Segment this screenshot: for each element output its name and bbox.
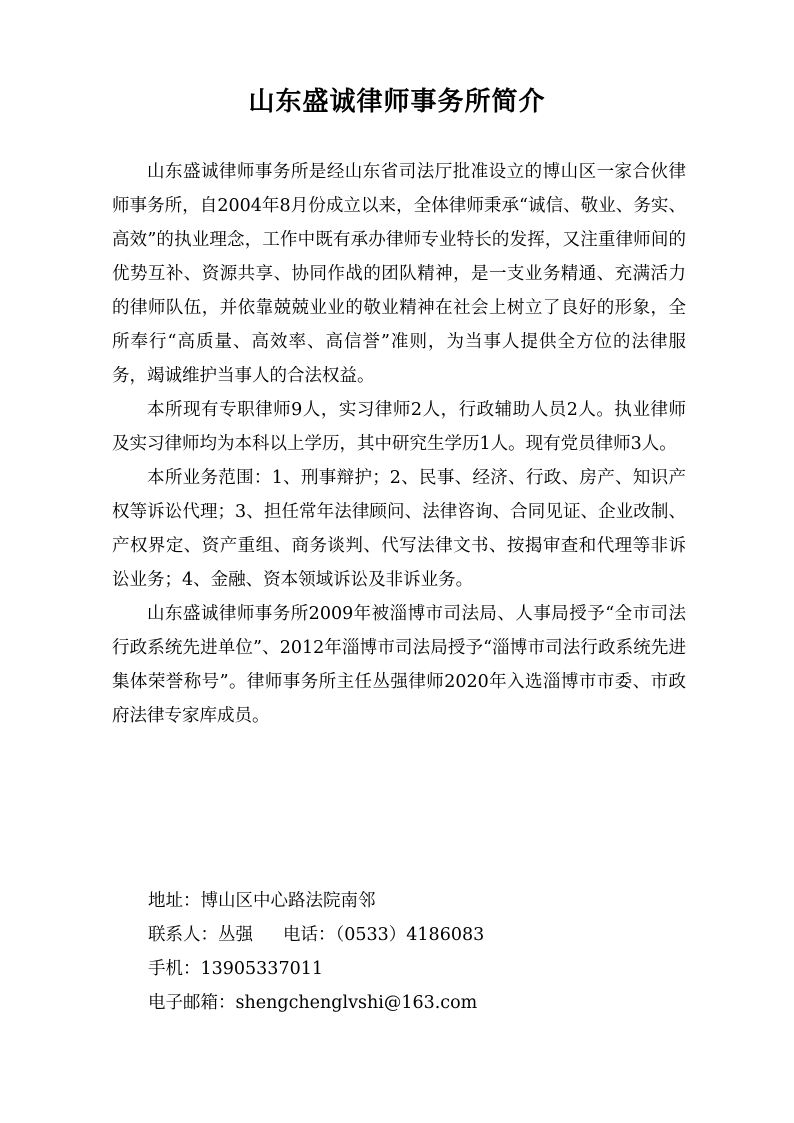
contact-phone: 电话：（0533）4186083 bbox=[283, 925, 485, 945]
contact-mobile: 手机：13905337011 bbox=[148, 959, 323, 979]
paragraph-introduction: 山东盛诚律师事务所是经山东省司法厅批准设立的博山区一家合伙律师事务所，自2004年8月份成立以来，全体律师秉承“诚信、敬业、务实、高效”的执业理念，工作中既有承办律师专业特长的发挥，又注重律师间的优势互补、资源共享、协同作战的团队精神，是一支业务精通、充满活力的律师队伍，并依靠兢兢业业的敬业精神在社会上树立了良好的形象，全所奉行“高质量、高效率、高信誉”准则，为当事人提供全方位的法律服务，竭诚维护当事人的合法权益。 bbox=[112, 162, 686, 386]
contact-block bbox=[148, 884, 688, 1020]
document-body bbox=[112, 155, 686, 733]
paragraph-staff: 本所现有专职律师9人，实习律师2人，行政辅助人员2人。执业律师及实习律师均为本科以上学历，其中研究生学历1人。现有党员律师3人。 bbox=[112, 400, 686, 454]
paragraph-honors: 山东盛诚律师事务所2009年被淄博市司法局、人事局授予“全市司法行政系统先进单位”、2012年淄博市司法局授予“淄博市司法行政系统先进集体荣誉称号”。律师事务所主任丛强律师2020年入选淄博市市委、市政府法律专家库成员。 bbox=[112, 604, 686, 726]
contact-address: 地址：博山区中心路法院南邻 bbox=[148, 891, 376, 911]
contact-email: 电子邮箱：shengchenglvshi@163.com bbox=[148, 993, 478, 1013]
paragraph-business-scope: 本所业务范围：1、刑事辩护；2、民事、经济、行政、房产、知识产权等诉讼代理；3、担任常年法律顾问、法律咨询、合同见证、企业改制、产权界定、资产重组、商务谈判、代写法律文书、按揭审查和代理等非诉讼业务；4、金融、资本领域诉讼及非诉业务。 bbox=[112, 468, 686, 590]
contact-person: 联系人：丛强 bbox=[148, 925, 253, 945]
contact-person-phone-line bbox=[148, 918, 688, 952]
document-title: 山东盛诚律师事务所简介 bbox=[248, 87, 546, 117]
